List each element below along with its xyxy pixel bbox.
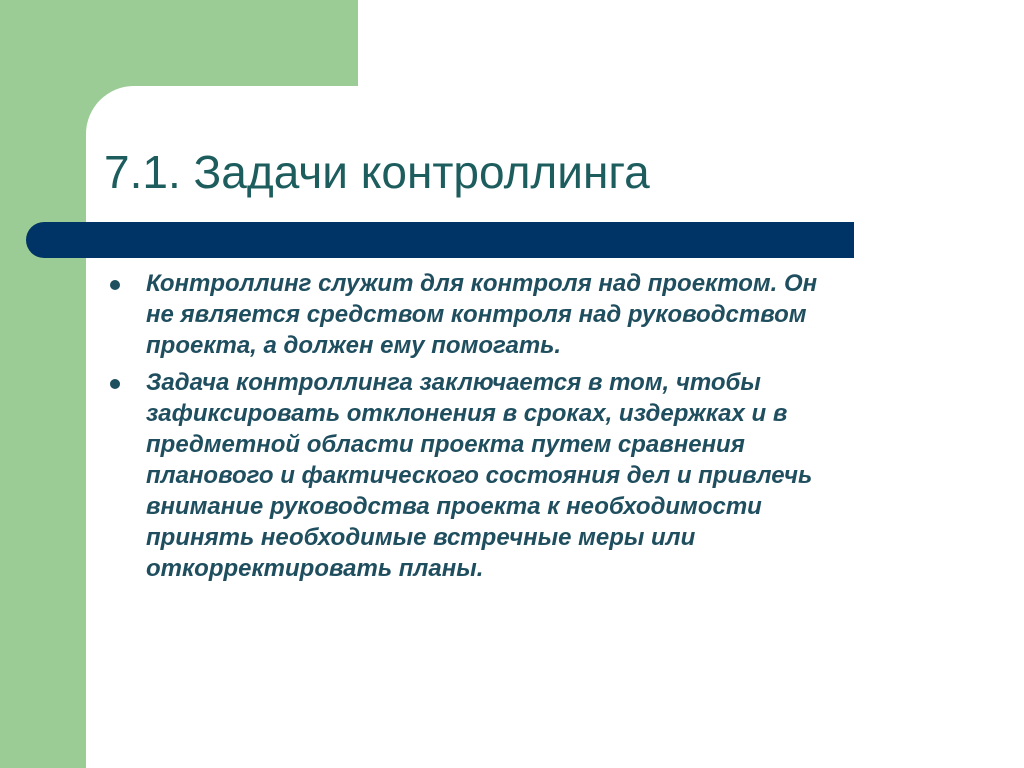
- bullet-text-line: не является средством контроля над руководством: [146, 301, 807, 328]
- bullet-item-2: [104, 367, 964, 584]
- title-underline-bar: [26, 222, 854, 258]
- bullet-text-line: Контроллинг служит для контроля над проектом. Он: [146, 270, 818, 297]
- bullet-text-line: внимание руководства проекта к необходимости: [146, 493, 762, 520]
- bullet-text-line: проекта, а должен ему помогать.: [146, 332, 562, 359]
- bullet-dot-icon: [110, 280, 120, 290]
- slide-title: 7.1. Задачи контроллинга: [104, 146, 650, 198]
- bullet-text-line: предметной области проекта путем сравнения: [146, 431, 745, 458]
- bullet-text-line: планового и фактического состояния дел и привлечь: [146, 462, 813, 489]
- bullet-text-line: принять необходимые встречные меры или: [146, 524, 696, 551]
- bullet-text-line: зафиксировать отклонения в сроках, издержках и в: [146, 400, 788, 427]
- bullet-text-line: Задача контроллинга заключается в том, чтобы: [146, 369, 761, 396]
- bullet-text-line: откорректировать планы.: [146, 555, 484, 582]
- bullet-dot-icon: [110, 379, 120, 389]
- bullet-item-1: [104, 268, 964, 361]
- bullet-list: [104, 268, 964, 590]
